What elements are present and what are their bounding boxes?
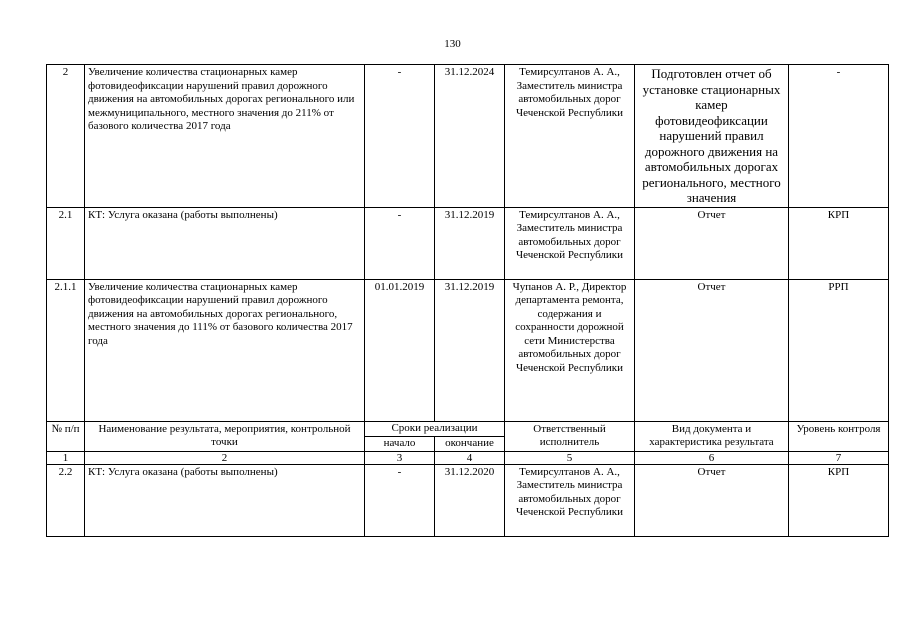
column-number: 4 xyxy=(435,451,505,464)
header-control-level: Уровень контроля xyxy=(789,421,889,451)
row-responsible: Чупанов А. Р., Директор департамента ремонта, содержания и сохранности дорожной сети Министерства автомобильных дорог Чеченской Республики xyxy=(505,279,635,421)
table-row xyxy=(47,207,889,279)
table-row xyxy=(47,279,889,421)
column-number: 7 xyxy=(789,451,889,464)
row-number: 2 xyxy=(47,65,85,208)
row-end-date: 31.12.2020 xyxy=(435,464,505,536)
row-document: Отчет xyxy=(635,207,789,279)
column-number: 2 xyxy=(85,451,365,464)
row-name: КТ: Услуга оказана (работы выполнены) xyxy=(85,207,365,279)
table-row xyxy=(47,65,889,208)
row-document: Отчет xyxy=(635,279,789,421)
column-number: 6 xyxy=(635,451,789,464)
plan-table xyxy=(46,64,889,537)
row-start-date: - xyxy=(365,65,435,208)
row-number: 2.1.1 xyxy=(47,279,85,421)
row-start-date: - xyxy=(365,464,435,536)
table-row xyxy=(47,464,889,536)
header-document: Вид документа и характеристика результата xyxy=(635,421,789,451)
row-end-date: 31.12.2019 xyxy=(435,207,505,279)
page-number: 130 xyxy=(444,38,461,50)
row-name: Увеличение количества стационарных камер фотовидеофиксации нарушений правил дорожного движения на автомобильных дорогах регионального, местного значения до 111% от базового количества 2017 года xyxy=(85,279,365,421)
row-start-date: - xyxy=(365,207,435,279)
row-name: КТ: Услуга оказана (работы выполнены) xyxy=(85,464,365,536)
row-control-level: КРП xyxy=(789,207,889,279)
header-period: Сроки реализации xyxy=(365,421,505,436)
header-number: № п/п xyxy=(47,421,85,451)
row-number: 2.2 xyxy=(47,464,85,536)
row-end-date: 31.12.2024 xyxy=(435,65,505,208)
column-number: 5 xyxy=(505,451,635,464)
header-responsible: Ответственный исполнитель xyxy=(505,421,635,451)
row-control-level: КРП xyxy=(789,464,889,536)
row-start-date: 01.01.2019 xyxy=(365,279,435,421)
row-number: 2.1 xyxy=(47,207,85,279)
header-name: Наименование результата, мероприятия, контрольной точки xyxy=(85,421,365,451)
row-document: Подготовлен отчет об установке стационарных камер фотовидеофиксации нарушений правил дорожного движения на автомобильных дорогах регионального, местного значения xyxy=(635,65,789,208)
header-start: начало xyxy=(365,436,435,451)
row-name: Увеличение количества стационарных камер фотовидеофиксации нарушений правил дорожного движения на автомобильных дорогах регионального или межмуниципального, местного значения до 211% от базового количества 2017 года xyxy=(85,65,365,208)
header-row xyxy=(47,421,889,436)
row-responsible: Темирсултанов А. А., Заместитель министра автомобильных дорог Чеченской Республики xyxy=(505,207,635,279)
column-number: 3 xyxy=(365,451,435,464)
row-document: Отчет xyxy=(635,464,789,536)
row-responsible: Темирсултанов А. А., Заместитель министра автомобильных дорог Чеченской Республики xyxy=(505,464,635,536)
header-end: окончание xyxy=(435,436,505,451)
column-number: 1 xyxy=(47,451,85,464)
row-control-level: - xyxy=(789,65,889,208)
row-end-date: 31.12.2019 xyxy=(435,279,505,421)
row-responsible: Темирсултанов А. А., Заместитель министра автомобильных дорог Чеченской Республики xyxy=(505,65,635,208)
column-number-row xyxy=(47,451,889,464)
row-control-level: РРП xyxy=(789,279,889,421)
